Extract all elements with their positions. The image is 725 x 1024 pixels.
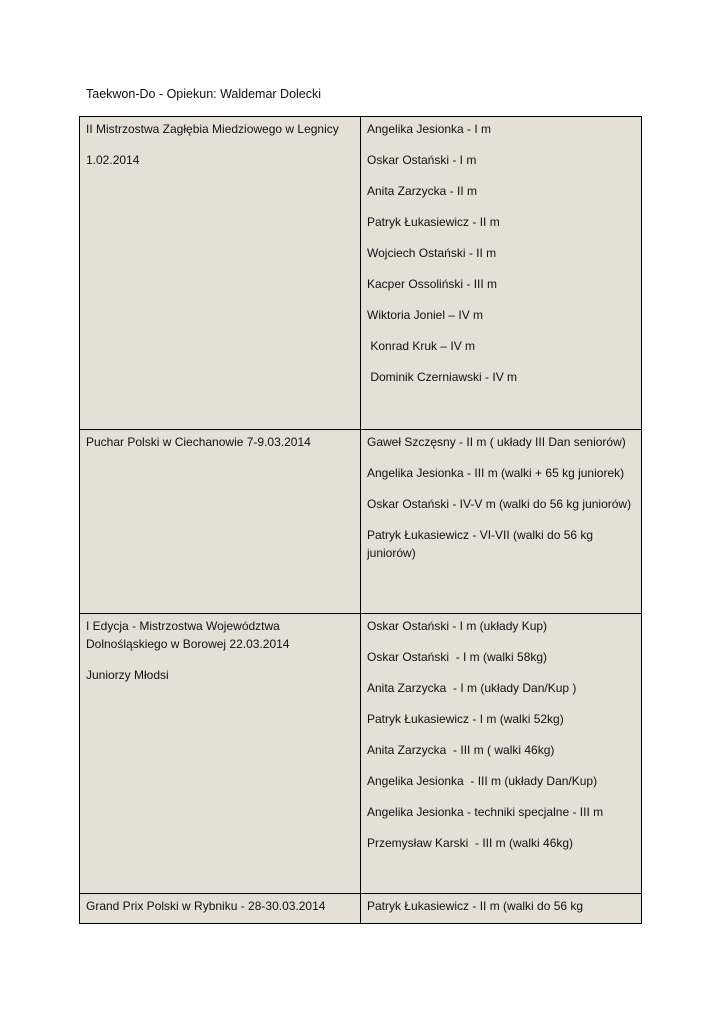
event-cell (80, 614, 361, 894)
result-entry: Konrad Kruk – IV m (367, 339, 476, 353)
result-entry: Wiktoria Joniel – IV m (367, 308, 484, 322)
result-entry: Patryk Łukasiewicz - VI-VII (walki do 56 kg juniorów) (367, 528, 597, 560)
result-entry: Patryk Łukasiewicz - II m (367, 215, 500, 229)
result-entry: Przemysław Karski - III m (walki 46kg) (367, 836, 574, 850)
results-table (79, 116, 642, 924)
result-entry: Angelika Jesionka - techniki specjalne - III m (367, 805, 604, 819)
result-entry: Angelika Jesionka - I m (367, 122, 492, 136)
result-entry: Oskar Ostański - IV-V m (walki do 56 kg juniorów) (367, 497, 632, 511)
result-entry: Wojciech Ostański - II m (367, 246, 497, 260)
event-cell (80, 117, 361, 430)
results-cell (361, 117, 642, 430)
event-cell (80, 894, 361, 924)
event-name: II Mistrzostwa Zagłębia Miedziowego w Legnicy (86, 122, 339, 136)
result-entry: Gaweł Szczęsny - II m ( układy III Dan seniorów) (367, 435, 626, 449)
table-row (80, 430, 642, 614)
result-entry: Anita Zarzycka - II m (367, 184, 478, 198)
result-entry: Kacper Ossoliński - III m (367, 277, 498, 291)
table-row (80, 117, 642, 430)
result-entry: Dominik Czerniawski - IV m (367, 370, 518, 384)
results-cell (361, 894, 642, 924)
table-row (80, 894, 642, 924)
result-entry: Angelika Jesionka - III m (układy Dan/Kup) (367, 774, 598, 788)
result-entry: Patryk Łukasiewicz - I m (walki 52kg) (367, 712, 564, 726)
result-entry: Angelika Jesionka - III m (walki + 65 kg juniorek) (367, 466, 625, 480)
table-row (80, 614, 642, 894)
event-name: Grand Prix Polski w Rybniku - 28-30.03.2014 (86, 899, 326, 913)
results-cell (361, 614, 642, 894)
result-entry: Oskar Ostański - I m (367, 153, 477, 167)
page-heading: Taekwon-Do - Opiekun: Waldemar Dolecki (86, 87, 322, 101)
event-name: Puchar Polski w Ciechanowie 7-9.03.2014 (86, 435, 311, 449)
event-category: Juniorzy Młodsi (86, 668, 169, 682)
result-entry: Patryk Łukasiewicz - II m (walki do 56 kg (367, 899, 584, 913)
event-name: I Edycja - Mistrzostwa Województwa Dolnośląskiego w Borowej 22.03.2014 (86, 619, 290, 651)
event-cell (80, 430, 361, 614)
result-entry: Oskar Ostański - I m (układy Kup) (367, 619, 548, 633)
results-cell (361, 430, 642, 614)
result-entry: Oskar Ostański - I m (walki 58kg) (367, 650, 548, 664)
result-entry: Anita Zarzycka - I m (układy Dan/Kup ) (367, 681, 577, 695)
event-date: 1.02.2014 (86, 153, 140, 167)
result-entry: Anita Zarzycka - III m ( walki 46kg) (367, 743, 555, 757)
